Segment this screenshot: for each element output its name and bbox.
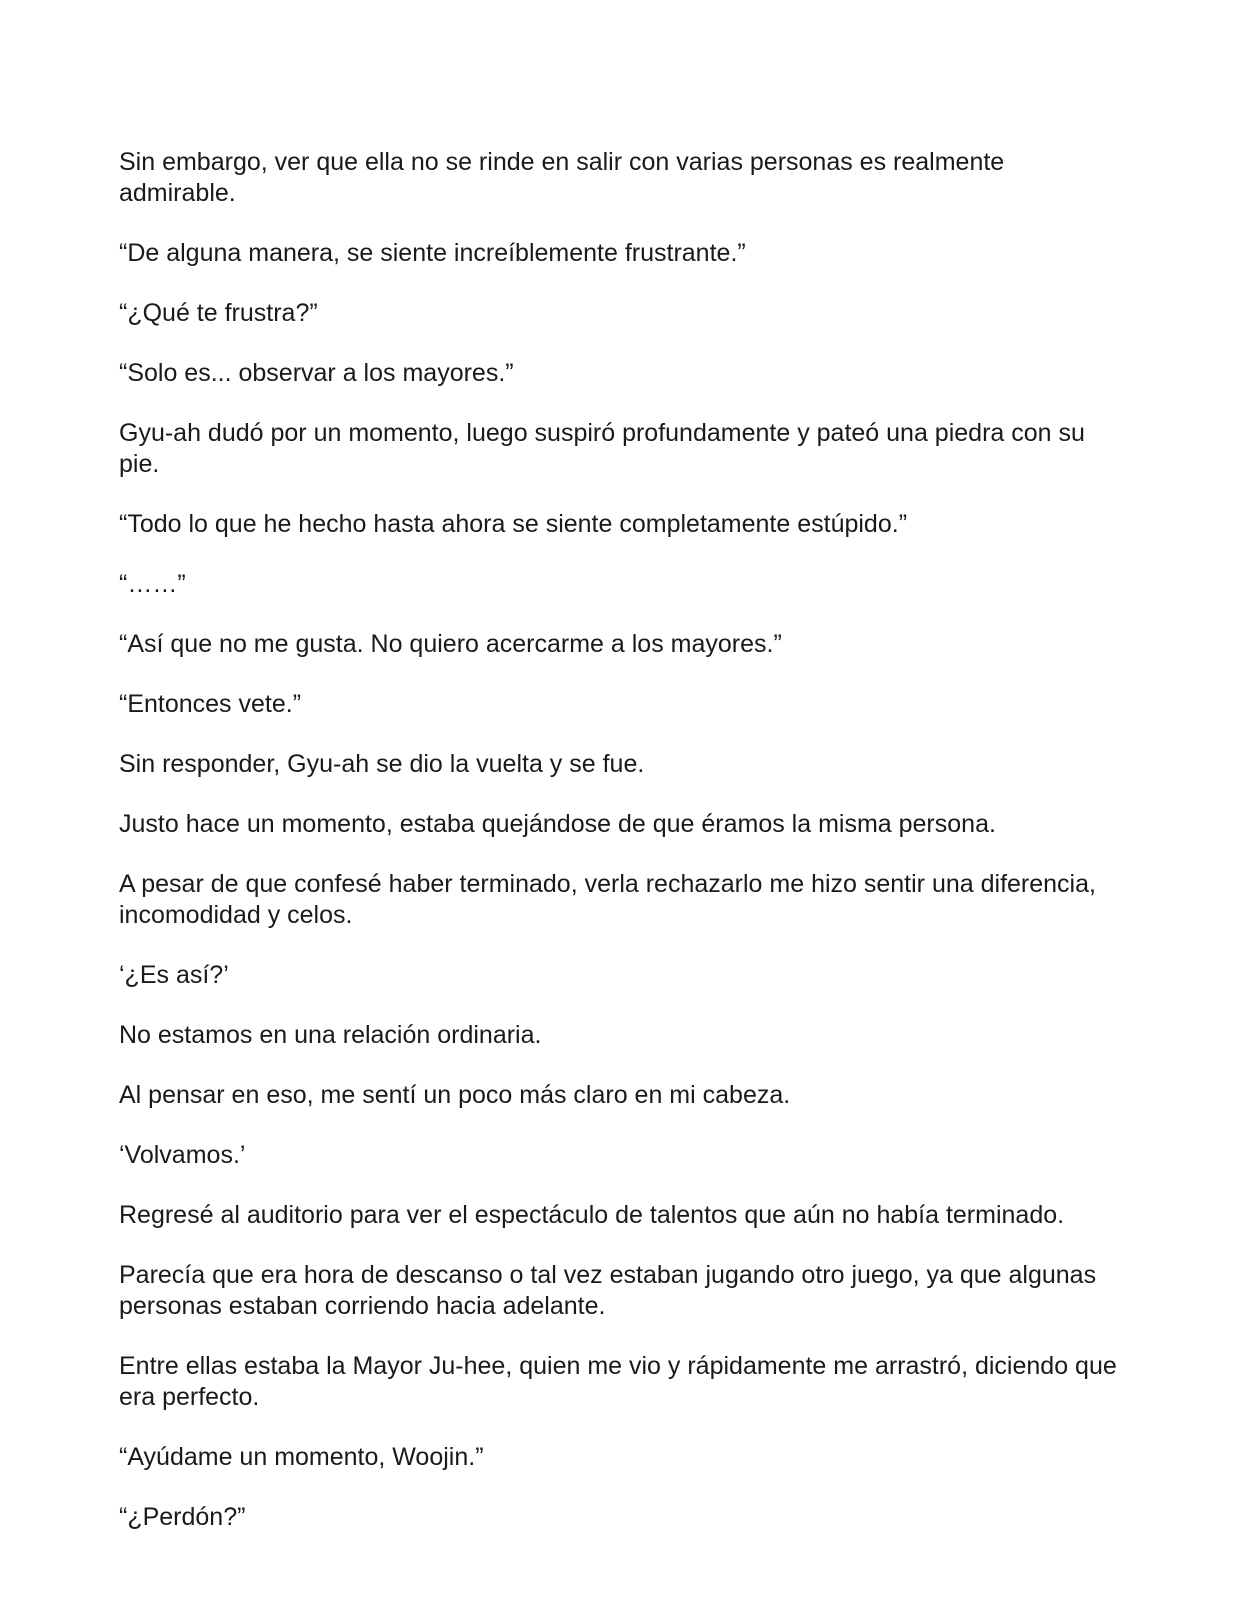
paragraph: Entre ellas estaba la Mayor Ju-hee, quien me vio y rápidamente me arrastró, diciendo que era perfecto. bbox=[119, 1352, 1117, 1411]
paragraph: “Entonces vete.” bbox=[119, 690, 302, 718]
paragraph: ‘¿Es así?’ bbox=[119, 961, 229, 989]
paragraph: “Ayúdame un momento, Woojin.” bbox=[119, 1443, 484, 1471]
paragraph: Sin responder, Gyu-ah se dio la vuelta y se fue. bbox=[119, 750, 645, 778]
paragraph: “Todo lo que he hecho hasta ahora se siente completamente estúpido.” bbox=[119, 510, 908, 538]
paragraph: Gyu-ah dudó por un momento, luego suspiró profundamente y pateó una piedra con su pie. bbox=[119, 419, 1085, 478]
paragraph: “De alguna manera, se siente increíblemente frustrante.” bbox=[119, 239, 746, 267]
paragraph: “Así que no me gusta. No quiero acercarme a los mayores.” bbox=[119, 630, 782, 658]
paragraph: “¿Perdón?” bbox=[119, 1503, 246, 1531]
paragraph: Parecía que era hora de descanso o tal vez estaban jugando otro juego, ya que algunas personas estaban corriendo hacia adelante. bbox=[119, 1261, 1097, 1320]
paragraph: Sin embargo, ver que ella no se rinde en salir con varias personas es realmente admirable. bbox=[119, 148, 1005, 207]
paragraph: “Solo es... observar a los mayores.” bbox=[119, 359, 514, 387]
paragraph: No estamos en una relación ordinaria. bbox=[119, 1021, 542, 1049]
paragraph: Al pensar en eso, me sentí un poco más claro en mi cabeza. bbox=[119, 1081, 791, 1109]
paragraph: “……” bbox=[119, 570, 186, 598]
paragraph: A pesar de que confesé haber terminado, verla rechazarlo me hizo sentir una diferencia, incomodidad y celos. bbox=[119, 870, 1096, 929]
body-text bbox=[119, 147, 1119, 1562]
paragraph: Justo hace un momento, estaba quejándose de que éramos la misma persona. bbox=[119, 810, 996, 838]
paragraph: ‘Volvamos.’ bbox=[119, 1141, 246, 1169]
paragraph: Regresé al auditorio para ver el espectáculo de talentos que aún no había terminado. bbox=[119, 1201, 1065, 1229]
paragraph: “¿Qué te frustra?” bbox=[119, 299, 318, 327]
